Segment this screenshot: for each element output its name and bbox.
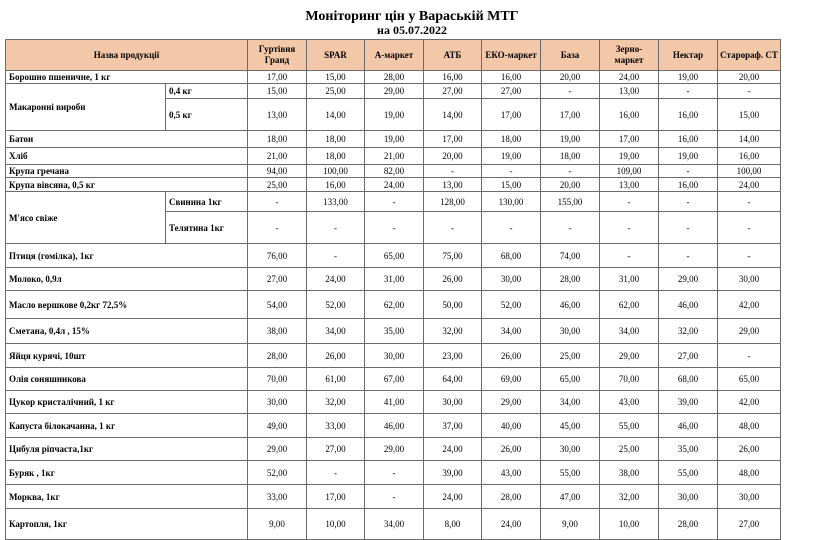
- table-header-row: [6, 40, 781, 71]
- price-cell: 16,00: [482, 71, 541, 84]
- table-row: [6, 344, 781, 368]
- product-name: Капуста білокачанна, 1 кг: [6, 414, 248, 438]
- price-cell: 26,00: [718, 438, 781, 461]
- price-cell: 30,00: [424, 391, 482, 414]
- price-cell: 25,00: [541, 344, 600, 368]
- price-cell: 24,00: [307, 268, 365, 291]
- price-cell: -: [600, 192, 659, 212]
- price-cell: 20,00: [541, 71, 600, 84]
- price-cell: 18,00: [307, 131, 365, 148]
- price-cell: -: [659, 165, 718, 178]
- price-cell: 70,00: [600, 368, 659, 391]
- price-cell: 43,00: [482, 461, 541, 485]
- price-cell: 69,00: [482, 368, 541, 391]
- price-cell: 29,00: [248, 438, 307, 461]
- price-cell: 19,00: [541, 131, 600, 148]
- price-cell: 130,00: [482, 192, 541, 212]
- price-cell: 28,00: [659, 509, 718, 540]
- product-name: Цукор кристалічний, 1 кг: [6, 391, 248, 414]
- price-cell: 62,00: [600, 291, 659, 319]
- price-cell: 33,00: [307, 414, 365, 438]
- price-cell: -: [424, 212, 482, 244]
- price-cell: -: [248, 212, 307, 244]
- table-row: [6, 192, 781, 212]
- price-cell: 17,00: [307, 485, 365, 509]
- price-cell: 39,00: [424, 461, 482, 485]
- price-cell: -: [659, 244, 718, 268]
- price-cell: -: [307, 212, 365, 244]
- product-name: Цибуля ріпчаста,1кг: [6, 438, 248, 461]
- price-cell: 30,00: [541, 319, 600, 344]
- product-name: М'ясо свіже: [6, 192, 166, 244]
- price-cell: 155,00: [541, 192, 600, 212]
- table-row: [6, 165, 781, 178]
- price-cell: 27,00: [307, 438, 365, 461]
- product-name: Яйця курячі, 10шт: [6, 344, 248, 368]
- price-cell: 29,00: [365, 84, 424, 99]
- table-row: [6, 178, 781, 192]
- price-cell: 61,00: [307, 368, 365, 391]
- price-cell: -: [365, 212, 424, 244]
- price-cell: -: [659, 192, 718, 212]
- price-cell: 100,00: [718, 165, 781, 178]
- table-row: [6, 268, 781, 291]
- price-cell: 34,00: [482, 319, 541, 344]
- price-cell: 49,00: [248, 414, 307, 438]
- price-cell: 16,00: [600, 99, 659, 131]
- price-cell: 52,00: [482, 291, 541, 319]
- price-cell: 29,00: [365, 438, 424, 461]
- price-cell: 68,00: [659, 368, 718, 391]
- price-cell: 21,00: [365, 148, 424, 165]
- column-header: А-маркет: [365, 40, 424, 71]
- price-cell: 26,00: [424, 268, 482, 291]
- product-name: Батон: [6, 131, 248, 148]
- price-cell: 13,00: [600, 178, 659, 192]
- price-cell: -: [365, 461, 424, 485]
- price-cell: 16,00: [659, 131, 718, 148]
- price-cell: 16,00: [659, 99, 718, 131]
- price-cell: 46,00: [659, 291, 718, 319]
- price-cell: 82,00: [365, 165, 424, 178]
- price-cell: 48,00: [718, 461, 781, 485]
- price-cell: 27,00: [482, 84, 541, 99]
- price-cell: 26,00: [482, 438, 541, 461]
- price-cell: 15,00: [248, 84, 307, 99]
- price-cell: 18,00: [482, 131, 541, 148]
- price-cell: 25,00: [248, 178, 307, 192]
- price-cell: -: [718, 192, 781, 212]
- price-cell: 26,00: [307, 344, 365, 368]
- table-row: [6, 319, 781, 344]
- page-title: Моніторинг цін у Вараській МТГ: [305, 9, 519, 24]
- price-cell: 32,00: [307, 391, 365, 414]
- price-cell: 15,00: [482, 178, 541, 192]
- column-header: Старораф. СТ: [718, 40, 781, 71]
- product-name: Картопля, 1кг: [6, 509, 248, 540]
- price-cell: -: [482, 165, 541, 178]
- price-cell: 16,00: [659, 178, 718, 192]
- price-cell: 31,00: [600, 268, 659, 291]
- price-cell: -: [718, 344, 781, 368]
- price-cell: -: [659, 212, 718, 244]
- price-cell: 42,00: [718, 391, 781, 414]
- column-header: Зерно-маркет: [600, 40, 659, 71]
- price-cell: 47,00: [541, 485, 600, 509]
- price-cell: 19,00: [365, 99, 424, 131]
- price-cell: -: [718, 212, 781, 244]
- price-cell: 74,00: [541, 244, 600, 268]
- table-row: [6, 438, 781, 461]
- price-cell: -: [541, 84, 600, 99]
- price-cell: 55,00: [541, 461, 600, 485]
- column-header: База: [541, 40, 600, 71]
- price-cell: 19,00: [365, 131, 424, 148]
- price-cell: 24,00: [424, 485, 482, 509]
- price-cell: -: [482, 212, 541, 244]
- price-cell: 24,00: [424, 438, 482, 461]
- price-cell: 34,00: [365, 509, 424, 540]
- price-cell: 19,00: [600, 148, 659, 165]
- price-cell: 27,00: [424, 84, 482, 99]
- product-name: Буряк , 1кг: [6, 461, 248, 485]
- product-subtype: 0,5 кг: [166, 99, 248, 131]
- price-cell: 65,00: [365, 244, 424, 268]
- product-name: Крупа вівсяна, 0,5 кг: [6, 178, 248, 192]
- price-cell: 35,00: [365, 319, 424, 344]
- price-cell: 8,00: [424, 509, 482, 540]
- price-cell: 46,00: [365, 414, 424, 438]
- price-cell: 19,00: [659, 71, 718, 84]
- price-cell: 133,00: [307, 192, 365, 212]
- price-cell: 40,00: [482, 414, 541, 438]
- price-cell: -: [365, 485, 424, 509]
- price-cell: 70,00: [248, 368, 307, 391]
- price-cell: 10,00: [307, 509, 365, 540]
- price-cell: -: [600, 212, 659, 244]
- price-cell: 20,00: [718, 71, 781, 84]
- price-cell: 29,00: [718, 319, 781, 344]
- column-header: Назва продукції: [6, 40, 248, 71]
- price-cell: 24,00: [600, 71, 659, 84]
- table-row: [6, 84, 781, 99]
- price-cell: 14,00: [718, 131, 781, 148]
- price-cell: 55,00: [659, 461, 718, 485]
- price-cell: 33,00: [248, 485, 307, 509]
- price-cell: 17,00: [482, 99, 541, 131]
- product-name: Птиця (гомілка), 1кг: [6, 244, 248, 268]
- price-cell: 28,00: [248, 344, 307, 368]
- column-header: Гуртівня Гранд: [248, 40, 307, 71]
- price-cell: 25,00: [307, 84, 365, 99]
- price-cell: 65,00: [541, 368, 600, 391]
- price-cell: 28,00: [541, 268, 600, 291]
- table-row: [6, 368, 781, 391]
- price-cell: 46,00: [659, 414, 718, 438]
- price-cell: 55,00: [600, 414, 659, 438]
- price-cell: 17,00: [424, 131, 482, 148]
- table-row: [6, 414, 781, 438]
- price-cell: 16,00: [718, 148, 781, 165]
- price-table: [5, 39, 781, 540]
- price-cell: 29,00: [482, 391, 541, 414]
- price-cell: 17,00: [248, 71, 307, 84]
- product-subtype: 0,4 кг: [166, 84, 248, 99]
- price-cell: 52,00: [307, 291, 365, 319]
- table-row: [6, 244, 781, 268]
- price-cell: 30,00: [718, 485, 781, 509]
- price-cell: 20,00: [541, 178, 600, 192]
- column-header: АТБ: [424, 40, 482, 71]
- price-cell: 19,00: [659, 148, 718, 165]
- price-cell: 24,00: [365, 178, 424, 192]
- price-cell: 30,00: [718, 268, 781, 291]
- price-cell: 21,00: [248, 148, 307, 165]
- price-cell: 29,00: [600, 344, 659, 368]
- price-cell: 18,00: [541, 148, 600, 165]
- product-subtype: Свинина 1кг: [166, 192, 248, 212]
- price-cell: 20,00: [424, 148, 482, 165]
- price-cell: 17,00: [600, 131, 659, 148]
- price-cell: -: [307, 244, 365, 268]
- column-header: ЕКО-маркет: [482, 40, 541, 71]
- price-cell: -: [659, 84, 718, 99]
- price-cell: 109,00: [600, 165, 659, 178]
- price-cell: 30,00: [365, 344, 424, 368]
- price-cell: 76,00: [248, 244, 307, 268]
- price-cell: 23,00: [424, 344, 482, 368]
- price-cell: 30,00: [659, 485, 718, 509]
- price-cell: 27,00: [248, 268, 307, 291]
- price-cell: 32,00: [600, 485, 659, 509]
- column-header: Нектар: [659, 40, 718, 71]
- price-cell: 24,00: [718, 178, 781, 192]
- price-cell: 41,00: [365, 391, 424, 414]
- price-cell: -: [718, 244, 781, 268]
- price-cell: 18,00: [307, 148, 365, 165]
- price-cell: 15,00: [307, 71, 365, 84]
- price-cell: 39,00: [659, 391, 718, 414]
- price-cell: 25,00: [600, 438, 659, 461]
- price-cell: 38,00: [600, 461, 659, 485]
- price-cell: 38,00: [248, 319, 307, 344]
- table-row: [6, 485, 781, 509]
- price-cell: -: [365, 192, 424, 212]
- price-cell: 68,00: [482, 244, 541, 268]
- price-cell: 28,00: [482, 485, 541, 509]
- price-cell: 31,00: [365, 268, 424, 291]
- price-cell: 26,00: [482, 344, 541, 368]
- price-cell: -: [718, 84, 781, 99]
- column-header: SPAR: [307, 40, 365, 71]
- price-cell: -: [541, 212, 600, 244]
- price-cell: 14,00: [307, 99, 365, 131]
- table-row: [6, 461, 781, 485]
- price-cell: 37,00: [424, 414, 482, 438]
- price-cell: 45,00: [541, 414, 600, 438]
- price-cell: 100,00: [307, 165, 365, 178]
- price-cell: 30,00: [541, 438, 600, 461]
- price-cell: 18,00: [248, 131, 307, 148]
- price-cell: 27,00: [659, 344, 718, 368]
- price-cell: 14,00: [424, 99, 482, 131]
- price-cell: 10,00: [600, 509, 659, 540]
- price-cell: 30,00: [248, 391, 307, 414]
- product-name: Морква, 1кг: [6, 485, 248, 509]
- price-cell: 17,00: [541, 99, 600, 131]
- product-name: Макаронні вироби: [6, 84, 166, 131]
- product-name: Олія соняшникова: [6, 368, 248, 391]
- price-cell: 13,00: [424, 178, 482, 192]
- price-cell: 32,00: [424, 319, 482, 344]
- price-cell: 34,00: [541, 391, 600, 414]
- table-row: [6, 509, 781, 540]
- price-cell: 29,00: [659, 268, 718, 291]
- price-cell: 28,00: [365, 71, 424, 84]
- price-cell: 64,00: [424, 368, 482, 391]
- price-cell: 46,00: [541, 291, 600, 319]
- table-row: [6, 131, 781, 148]
- price-cell: 48,00: [718, 414, 781, 438]
- price-cell: 9,00: [248, 509, 307, 540]
- price-cell: 42,00: [718, 291, 781, 319]
- product-name: Борошно пшеничне, 1 кг: [6, 71, 248, 84]
- price-cell: 27,00: [718, 509, 781, 540]
- price-cell: 32,00: [659, 319, 718, 344]
- price-cell: -: [600, 244, 659, 268]
- price-cell: 67,00: [365, 368, 424, 391]
- table-row: [6, 148, 781, 165]
- product-subtype: Телятина 1кг: [166, 212, 248, 244]
- price-cell: -: [248, 192, 307, 212]
- price-cell: 50,00: [424, 291, 482, 319]
- title-block: [0, 9, 824, 37]
- price-cell: 54,00: [248, 291, 307, 319]
- price-cell: -: [424, 165, 482, 178]
- product-name: Хліб: [6, 148, 248, 165]
- price-cell: -: [541, 165, 600, 178]
- product-name: Масло вершкове 0,2кг 72,5%: [6, 291, 248, 319]
- price-cell: 13,00: [248, 99, 307, 131]
- price-cell: 13,00: [600, 84, 659, 99]
- product-name: Крупа гречана: [6, 165, 248, 178]
- price-cell: 15,00: [718, 99, 781, 131]
- table-row: [6, 291, 781, 319]
- product-name: Молоко, 0,9л: [6, 268, 248, 291]
- price-cell: 94,00: [248, 165, 307, 178]
- product-name: Сметана, 0,4л , 15%: [6, 319, 248, 344]
- price-cell: 16,00: [424, 71, 482, 84]
- price-cell: 19,00: [482, 148, 541, 165]
- price-cell: 30,00: [482, 268, 541, 291]
- price-cell: 34,00: [307, 319, 365, 344]
- price-cell: -: [307, 461, 365, 485]
- price-cell: 24,00: [482, 509, 541, 540]
- price-cell: 35,00: [659, 438, 718, 461]
- price-cell: 62,00: [365, 291, 424, 319]
- page-subtitle: на 05.07.2022: [377, 23, 447, 37]
- table-row: [6, 391, 781, 414]
- price-cell: 65,00: [718, 368, 781, 391]
- price-cell: 52,00: [248, 461, 307, 485]
- price-cell: 75,00: [424, 244, 482, 268]
- price-cell: 9,00: [541, 509, 600, 540]
- table-row: [6, 71, 781, 84]
- price-cell: 128,00: [424, 192, 482, 212]
- price-cell: 34,00: [600, 319, 659, 344]
- price-cell: 16,00: [307, 178, 365, 192]
- price-cell: 43,00: [600, 391, 659, 414]
